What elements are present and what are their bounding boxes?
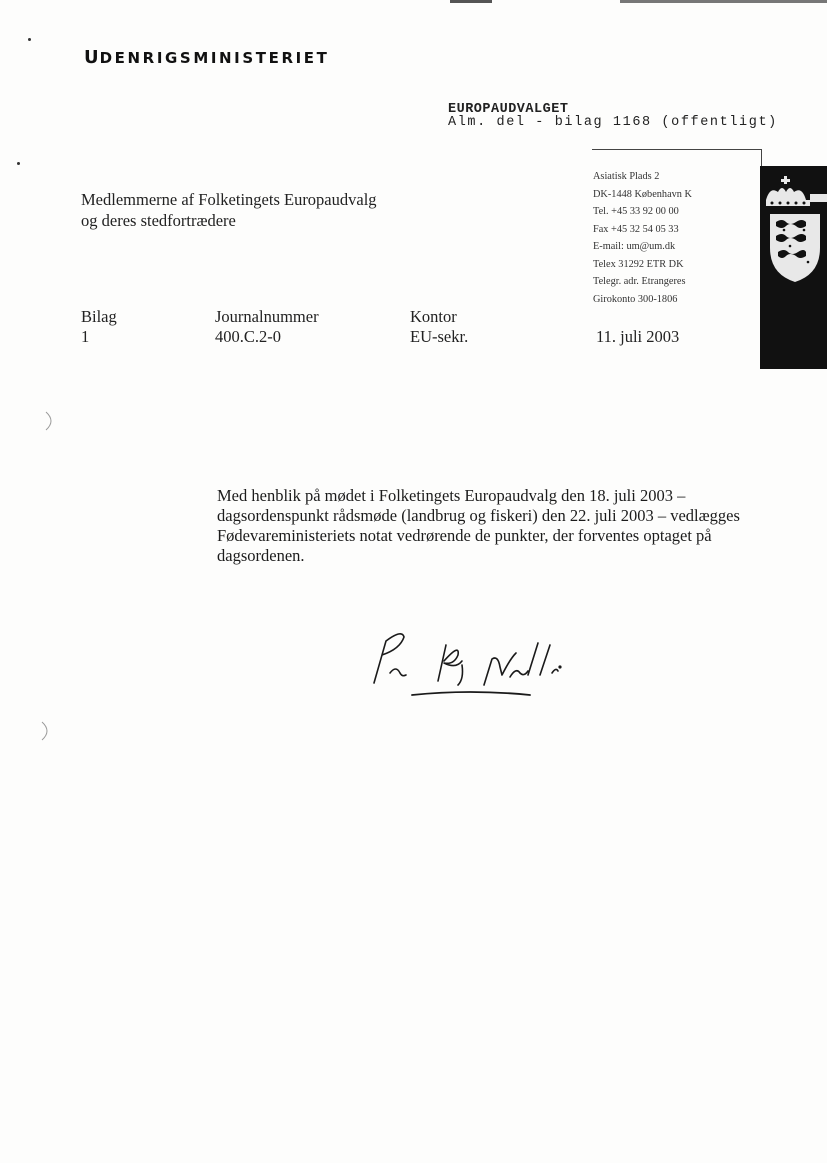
meta-kontor bbox=[410, 307, 468, 347]
address-line: DK-1448 København K bbox=[593, 188, 692, 200]
royal-crest-panel bbox=[760, 166, 827, 369]
handwritten-signature bbox=[360, 615, 580, 715]
ministry-letterhead bbox=[84, 47, 329, 68]
divider-line bbox=[592, 149, 762, 150]
stamp-committee: EUROPAUDVALGET bbox=[448, 102, 569, 117]
address-line: Tel. +45 33 92 00 00 bbox=[593, 206, 679, 217]
ministry-address bbox=[593, 168, 692, 308]
journal-value: 400.C.2-0 bbox=[215, 327, 281, 346]
scan-edge-mark bbox=[620, 0, 827, 3]
punch-hole-mark bbox=[44, 410, 56, 432]
letter-date: 11. juli 2003 bbox=[596, 327, 680, 346]
stamp-reference: Alm. del - bilag 1168 (offentligt) bbox=[448, 115, 778, 130]
kontor-value: EU-sekr. bbox=[410, 327, 469, 346]
address-line: Asiatisk Plads 2 bbox=[593, 171, 660, 182]
bilag-value: 1 bbox=[81, 327, 90, 346]
meta-bilag bbox=[81, 307, 117, 347]
recipient-line: og deres stedfortrædere bbox=[81, 211, 236, 230]
scan-speck bbox=[28, 38, 31, 41]
meta-journal bbox=[215, 307, 319, 347]
kontor-label: Kontor bbox=[410, 307, 457, 326]
address-line: E-mail: um@um.dk bbox=[593, 241, 676, 252]
scan-speck bbox=[17, 162, 20, 165]
address-line: Fax +45 32 54 05 33 bbox=[593, 223, 679, 235]
bilag-label: Bilag bbox=[81, 307, 117, 326]
ministry-name: DENRIGSMINISTERIET bbox=[99, 49, 330, 67]
punch-hole-mark bbox=[40, 720, 52, 742]
archive-stamp bbox=[448, 102, 778, 130]
address-line: Telegr. adr. Etrangeres bbox=[593, 276, 686, 287]
recipient-block bbox=[81, 189, 377, 231]
scan-edge-mark bbox=[450, 0, 492, 3]
ministry-initial: U bbox=[84, 47, 100, 68]
recipient-line: Medlemmerne af Folketingets Europaudvalg bbox=[81, 190, 377, 209]
royal-crest-icon bbox=[760, 166, 827, 286]
address-line: Girokonto 300-1806 bbox=[593, 293, 678, 305]
journal-label: Journalnummer bbox=[215, 307, 319, 326]
address-line: Telex 31292 ETR DK bbox=[593, 258, 684, 270]
body-paragraph: Med henblik på mødet i Folketingets Europaudvalg den 18. juli 2003 – dagsordenspunkt rådsmøde (landbrug og fiskeri) den 22. juli 2003 – vedlægges Fødevareministeriets notat vedrørende de punkter, der forventes optaget på dagsordenen. bbox=[217, 486, 740, 565]
